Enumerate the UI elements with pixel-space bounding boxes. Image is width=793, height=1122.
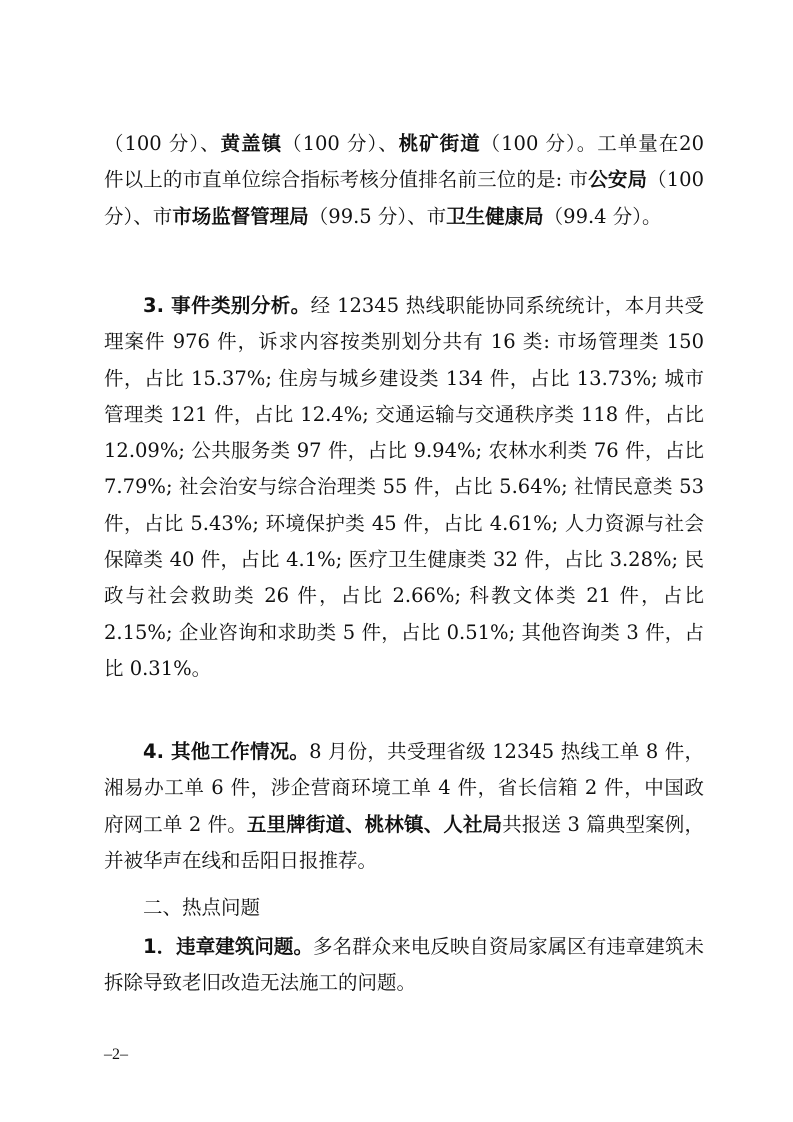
- highlight-wulipai-street: 五里牌街道: [246, 812, 346, 836]
- highlight-taokuang-street: 桃矿街道: [398, 132, 481, 155]
- paragraph-other-work: [104, 734, 704, 879]
- text-segment: （99.4 分）。: [543, 204, 662, 228]
- text-segment: （100 分）、: [104, 132, 221, 155]
- highlight-taolin-town: 桃林镇: [364, 812, 424, 836]
- text-segment: （99.5 分）、市: [308, 204, 447, 228]
- text-segment: （100 分）、: [282, 132, 399, 155]
- text-segment: （100 分）。工单量在20 件以上的市直单位综合指标考核分值排名前三位的是: 市: [104, 132, 704, 192]
- paragraph-text: 多名群众来电反映自资局家属区有违章建筑未拆除导致老旧改造无法施工的问题。: [104, 935, 704, 995]
- paragraph-text: 经 12345 热线职能协同系统统计，本月共受理案件 976 件，诉求内容按类别划分共有 16 类: 市场管理类 150 件，占比 15.37%; 住房与城乡建设类 134 件，占比 13.73%; 城市管理类 121 件，占比 12.4%; 交通运输与交通秩序类 118 件，占比 12.09%; 公共服务类 97 件，占比 9.94%; 农林水利类 76 件，占比 7.79%; 社会治安与综合治理类 55 件，占比 5.64%; 社情民意类 53 件，占比 5.43%; 环境保护类 45 件，占比 4.61%; 人力资源与社会保障类 40 件，占比 4.1%; 医疗卫生健康类 32 件，占比 3.28%; 民政与社会救助类 26 件，占比 2.66%; 科教文体类 21 件，占比 2.15%; 企业咨询和求助类 5 件，占比 0.51%; 其他咨询类 3 件，占比 0.31%。: [104, 294, 704, 680]
- section-heading-hot-issues: 二、热点问题: [143, 896, 261, 919]
- highlight-health-bureau: 卫生健康局: [446, 204, 544, 228]
- section-heading-other-work: 4. 其他工作情况。: [143, 740, 310, 763]
- section-heading-illegal-construction: 1．违章建筑问题。: [143, 935, 314, 958]
- section-heading-event-analysis: 3. 事件类别分析。: [143, 294, 311, 317]
- separator: 、: [345, 812, 365, 836]
- page-number: –2–: [104, 1046, 128, 1063]
- paragraph-event-category-analysis: [104, 288, 704, 687]
- paragraph-illegal-construction: [104, 929, 704, 1002]
- paragraph-text: 8 月份，共受理省级 12345 热线工单 8 件，湘易办工单 6 件，涉企营商环境工单 4 件，省长信箱 2 件，中国政府网工单 2 件。: [104, 740, 704, 836]
- highlight-hr-bureau: 人社局: [443, 812, 503, 836]
- highlight-market-supervision-bureau: 市场监督管理局: [172, 204, 309, 228]
- highlight-huanggai-town: 黄盖镇: [220, 132, 283, 155]
- paragraph-rankings: [104, 126, 704, 235]
- paragraph-text: 共报送 3 篇典型案例，并被华声在线和岳阳日报推荐。: [104, 812, 704, 872]
- separator: 、: [423, 812, 444, 836]
- highlight-public-security-bureau: 公安局: [588, 168, 648, 192]
- text-segment: （100 分）、市: [104, 168, 704, 228]
